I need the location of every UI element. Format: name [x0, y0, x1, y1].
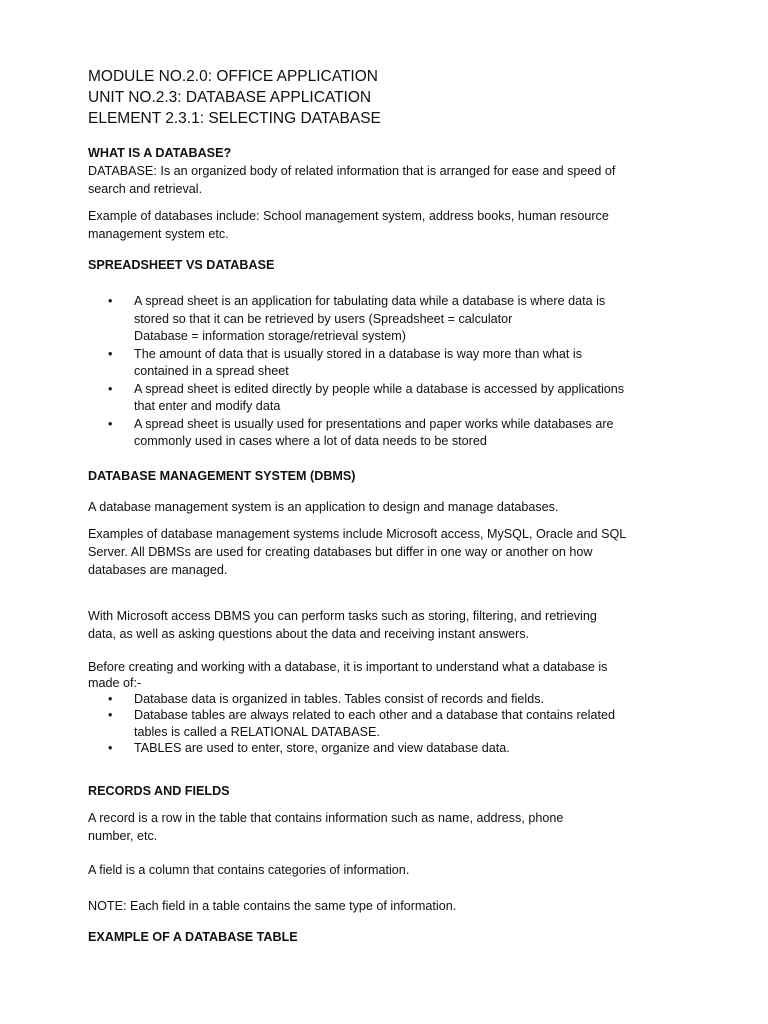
text-line: databases are managed. — [88, 562, 228, 577]
text-line: A spread sheet is usually used for presentations and paper works while databases are — [134, 416, 614, 431]
field-note — [88, 897, 688, 915]
text-line: Example of databases include: School management system, address books, human resource — [88, 209, 609, 223]
text-line: The amount of data that is usually stored in a database is way more than what is — [134, 346, 583, 361]
text-line: Before creating and working with a database, it is important to understand what a database is — [88, 659, 608, 674]
list-item — [88, 346, 688, 381]
bullet-icon: • — [108, 741, 113, 755]
list-item — [88, 707, 688, 740]
module-title: MODULE NO.2.0: OFFICE APPLICATION — [88, 68, 378, 85]
text-line: A database management system is an application to design and manage databases. — [88, 499, 559, 514]
record-definition — [88, 809, 688, 845]
text-line: Server. All DBMSs are used for creating databases but differ in one way or another on how — [88, 544, 593, 559]
field-definition — [88, 861, 688, 879]
text-line: Database = information storage/retrieval system) — [134, 329, 406, 343]
section-dbms — [88, 468, 688, 757]
list-item — [88, 691, 688, 708]
text-line: stored so that it can be retrieved by users (Spreadsheet = calculator — [134, 311, 513, 326]
database-composition-intro — [88, 659, 688, 691]
text-line: that enter and modify data — [134, 399, 281, 413]
bullet-icon: • — [108, 346, 113, 361]
dbms-examples — [88, 525, 688, 579]
text-line: Examples of database management systems include Microsoft access, MySQL, Oracle and SQL — [88, 526, 627, 541]
text-line: A field is a column that contains categories of information. — [88, 862, 410, 877]
list-item — [88, 293, 688, 346]
bullet-icon: • — [108, 294, 113, 308]
list-item — [88, 740, 688, 757]
text-line: tables is called a RELATIONAL DATABASE. — [134, 724, 380, 739]
list-item — [88, 416, 688, 451]
section-spreadsheet-vs-database — [88, 257, 688, 451]
unit-title: UNIT NO.2.3: DATABASE APPLICATION — [88, 89, 372, 106]
text-line: NOTE: Each field in a table contains the same type of information. — [88, 898, 457, 913]
section-heading: DATABASE MANAGEMENT SYSTEM (DBMS) — [88, 468, 356, 483]
dbms-definition — [88, 498, 688, 516]
bullet-icon: • — [108, 691, 113, 706]
section-heading: EXAMPLE OF A DATABASE TABLE — [88, 929, 298, 944]
text-line: contained in a spread sheet — [134, 364, 289, 378]
section-records-and-fields — [88, 783, 688, 915]
section-heading: SPREADSHEET VS DATABASE — [88, 258, 275, 272]
text-line: data, as well as asking questions about the data and receiving instant answers. — [88, 626, 530, 641]
list-item — [88, 381, 688, 416]
text-line: TABLES are used to enter, store, organize and view database data. — [134, 741, 510, 755]
bullet-icon: • — [108, 708, 113, 722]
bullet-icon: • — [108, 381, 113, 396]
text-line: Database data is organized in tables. Tables consist of records and fields. — [134, 691, 545, 706]
text-line: management system etc. — [88, 227, 229, 241]
text-line: made of:- — [88, 675, 142, 690]
element-title: ELEMENT 2.3.1: SELECTING DATABASE — [88, 110, 381, 127]
text-line: A record is a row in the table that contains information such as name, address, phone — [88, 810, 564, 825]
section-example-table — [88, 929, 688, 946]
text-line: commonly used in cases where a lot of data needs to be stored — [134, 434, 487, 448]
comparison-list — [88, 293, 688, 451]
text-line: A spread sheet is edited directly by people while a database is accessed by applications — [134, 381, 625, 396]
composition-list — [88, 691, 688, 757]
database-examples — [88, 207, 688, 243]
text-line: With Microsoft access DBMS you can perform tasks such as storing, filtering, and retrieving — [88, 608, 597, 623]
text-line: search and retrieval. — [88, 182, 203, 196]
section-heading: WHAT IS A DATABASE? — [88, 146, 232, 160]
database-definition — [88, 162, 688, 198]
text-line: number, etc. — [88, 828, 158, 843]
text-line: DATABASE: Is an organized body of related information that is arranged for ease and speed of — [88, 164, 616, 178]
access-tasks — [88, 607, 688, 643]
section-heading: RECORDS AND FIELDS — [88, 783, 230, 798]
document-page — [88, 66, 688, 946]
bullet-icon: • — [108, 416, 113, 431]
text-line: Database tables are always related to each other and a database that contains related — [134, 708, 615, 722]
document-title — [88, 66, 688, 129]
text-line: A spread sheet is an application for tabulating data while a database is where data is — [134, 294, 606, 308]
section-what-is-database — [88, 145, 688, 243]
